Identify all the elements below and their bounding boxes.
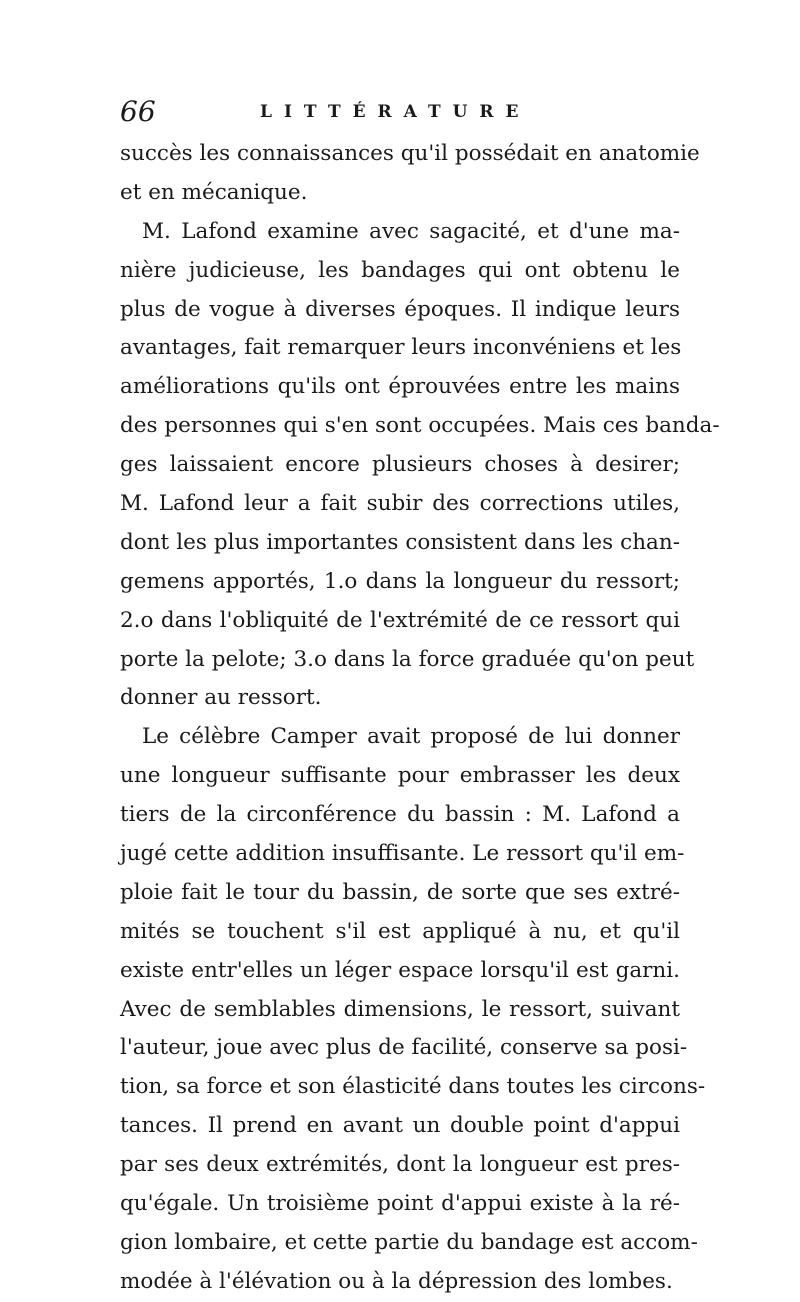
text-line: dont les plus importantes consistent dans les chan- [120, 529, 680, 555]
text-line: tances. Il prend en avant un double point d'appui [120, 1113, 680, 1139]
text-line: nière judicieuse, les bandages qui ont obtenu le [120, 257, 680, 283]
text-line: modée à l'élévation ou à la dépression des lombes. [120, 1268, 673, 1294]
text-line: succès les connaissances qu'il possédait en anatomie [120, 141, 700, 166]
text-line: gion lombaire, et cette partie du bandage est accom- [120, 1229, 698, 1255]
text-line: et en mécanique. [120, 179, 308, 205]
body-text [120, 135, 720, 1302]
text-line: M. Lafond examine avec sagacité, et d'une ma- [142, 218, 680, 244]
text-line: ges laissaient encore plusieurs choses à desirer; [120, 452, 680, 478]
text-line: plus de vogue à diverses époques. Il indique leurs [120, 296, 680, 322]
text-line: avantages, fait remarquer leurs inconvéniens et les [120, 335, 682, 361]
running-title: LITTÉRATURE [260, 102, 531, 122]
text-line: existe entr'elles un léger espace lorsqu'il est garni. [120, 957, 680, 983]
text-line: améliorations qu'ils ont éprouvées entre les mains [120, 374, 680, 400]
text-line: l'auteur, joue avec plus de facilité, conserve sa posi- [120, 1035, 688, 1061]
text-line: jugé cette addition insuffisante. Le ressort qu'il em- [120, 841, 685, 867]
text-line: gemens apportés, 1.o dans la longueur du ressort; [120, 568, 680, 594]
text-line: mités se touchent s'il est appliqué à nu, et qu'il [120, 918, 680, 944]
text-line: une longueur suffisante pour embrasser les deux [120, 763, 680, 789]
text-line: ploie fait le tour du bassin, de sorte que ses extré- [120, 879, 680, 905]
text-line: donner au ressort. [120, 685, 322, 711]
text-line: tiers de la circonférence du bassin : M. Lafond a [120, 802, 680, 828]
text-line: Avec de semblables dimensions, le ressort, suivant [120, 996, 680, 1022]
text-line: par ses deux extrémités, dont la longueur est pres- [120, 1152, 680, 1178]
text-line: M. Lafond leur a fait subir des corrections utiles, [120, 491, 680, 517]
page-number: 66 [120, 95, 156, 128]
text-line: qu'égale. Un troisième point d'appui existe à la ré- [120, 1191, 680, 1217]
text-line: porte la pelote; 3.o dans la force graduée qu'on peut [120, 646, 695, 672]
running-head [120, 92, 680, 132]
text-line: des personnes qui s'en sont occupées. Mais ces banda- [120, 413, 720, 439]
text-line: tion, sa force et son élasticité dans toutes les circons- [120, 1074, 706, 1100]
text-line: 2.o dans l'obliquité de l'extrémité de ce ressort qui [120, 607, 680, 633]
text-line: Le célèbre Camper avait proposé de lui donner [142, 724, 680, 750]
